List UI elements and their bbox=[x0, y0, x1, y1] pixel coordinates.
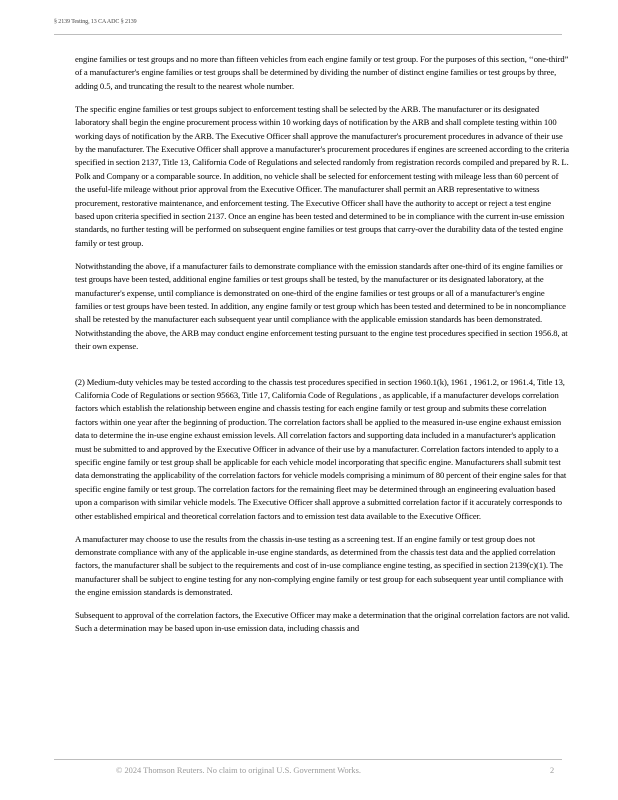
header-divider bbox=[54, 34, 562, 35]
paragraph-4: (2) Medium-duty vehicles may be tested according to the chassis test procedures specified in section 1960.1(k), 1961 , 1961.2, or 1961.4, Title 13, California Code of Regulations or section 95663, Title 17, California Code of Regulations , as applicable, if a manufacturer develops correlation factors which establish the relationship between engine and chassis testing for each engine family or test group and submits these correlation factors within one year after the beginning of production. The correlation factors shall be applied to the measured in-use engine exhaust emission data to determine the in-use engine exhaust emission levels. All correlation factors and supporting data included in a manufacturer's application must be submitted to and approved by the Executive Officer in advance of their use by a manufacturer. Correlation factors intended to apply to a specific engine family or test group shall be applicable for each vehicle model incorporating that specific engine. Manufacturers shall submit test data demonstrating the applicability of the correlation factors for vehicle models comprising a minimum of 80 percent of their engine sales for that specific engine family or test group. The correlation factors for the remaining fleet may be determined through an engineering evaluation based upon a comparison with similar vehicle models. The Executive Officer shall approve a submitted correlation factor if it accurately corresponds to other established empirical and theoretical correlation factors and to emission test data available to the Executive Officer. bbox=[75, 376, 567, 521]
paragraph-6: Subsequent to approval of the correlation factors, the Executive Officer may make a determination that the original correlation factors are not valid. Such a determination may be based upon in-use emission data, including chassis and bbox=[75, 610, 570, 634]
header-citation: § 2139 Testing, 13 CA ADC § 2139 bbox=[54, 18, 137, 25]
document-body bbox=[75, 53, 570, 636]
paragraph-5: A manufacturer may choose to use the results from the chassis in-use testing as a screening test. If an engine family or test group does not demonstrate compliance with any of the applicable in-use engine standards, as determined from the chassis test data and the applied correlation factors, the manufacturer shall be subject to the requirements and cost of in-use compliance engine testing, as specified in section 2139(c)(1). The manufacturer shall be subject to engine testing for any non-complying engine family or test group for each subsequent year until compliance with the engine emission standards is demonstrated. bbox=[75, 533, 564, 598]
footer-divider bbox=[54, 759, 562, 760]
paragraph-2: The specific engine families or test groups subject to enforcement testing shall be selected by the ARB. The manufacturer or its designated laboratory shall begin the engine procurement process within 10 working days of notification by the ARB and shall complete testing within 100 working days of notification by the ARB. The Executive Officer shall approve the manufacturer's procurement procedures in advance of their use by the manufacturer. The Executive Officer shall approve a manufacturer's procurement procedures if engines are screened according to the criteria specified in section 2137, Title 13, California Code of Regulations and selected randomly from registration records compiled and prepared by R. L. Polk and Company or a comparable source. In addition, no vehicle shall be selected for enforcement testing with mileage less than 60 percent of the useful-life mileage without prior approval from the Executive Officer. The manufacturer shall permit an ARB representative to witness procurement, restorative maintenance, and enforcement testing. The Executive Officer shall have the authority to accept or reject a test engine based upon criteria specified in section 2137. Once an engine has been tested and determined to be in compliance with the current in-use emission standards, no further testing will be performed on subsequent engine families or test groups that carry-over the durability data of the tested engine family or test group. bbox=[75, 103, 570, 248]
footer-copyright: © 2024 Thomson Reuters. No claim to original U.S. Government Works. bbox=[116, 766, 361, 775]
paragraph-3: Notwithstanding the above, if a manufacturer fails to demonstrate compliance with the emission standards after one-third of its engine families or test groups have been tested, additional engine families or test groups shall be tested, by the manufacturer or its designated laboratory, at the manufacturer's expense, until compliance is demonstrated on one-third of the engine families or test groups or all of a manufacturer's engine families or test groups have been tested. In addition, any engine family or test group which has been tested and determined to be in noncompliance shall be retested by the manufacturer each subsequent year until compliance with the applicable emission standards has been demonstrated. Notwithstanding the above, the ARB may conduct engine enforcement testing pursuant to the engine test procedures specified in section 1956.8, at their own expense. bbox=[75, 260, 568, 352]
page-number: 2 bbox=[550, 766, 555, 775]
paragraph-1: engine families or test groups and no more than fifteen vehicles from each engine family or test group. For the purposes of this section, ‘‘one-third” of a manufacturer's engine families or test groups shall be determined by dividing the number of distinct engine families or test groups by three, adding 0.5, and truncating the result to the nearest whole number. bbox=[75, 54, 569, 91]
